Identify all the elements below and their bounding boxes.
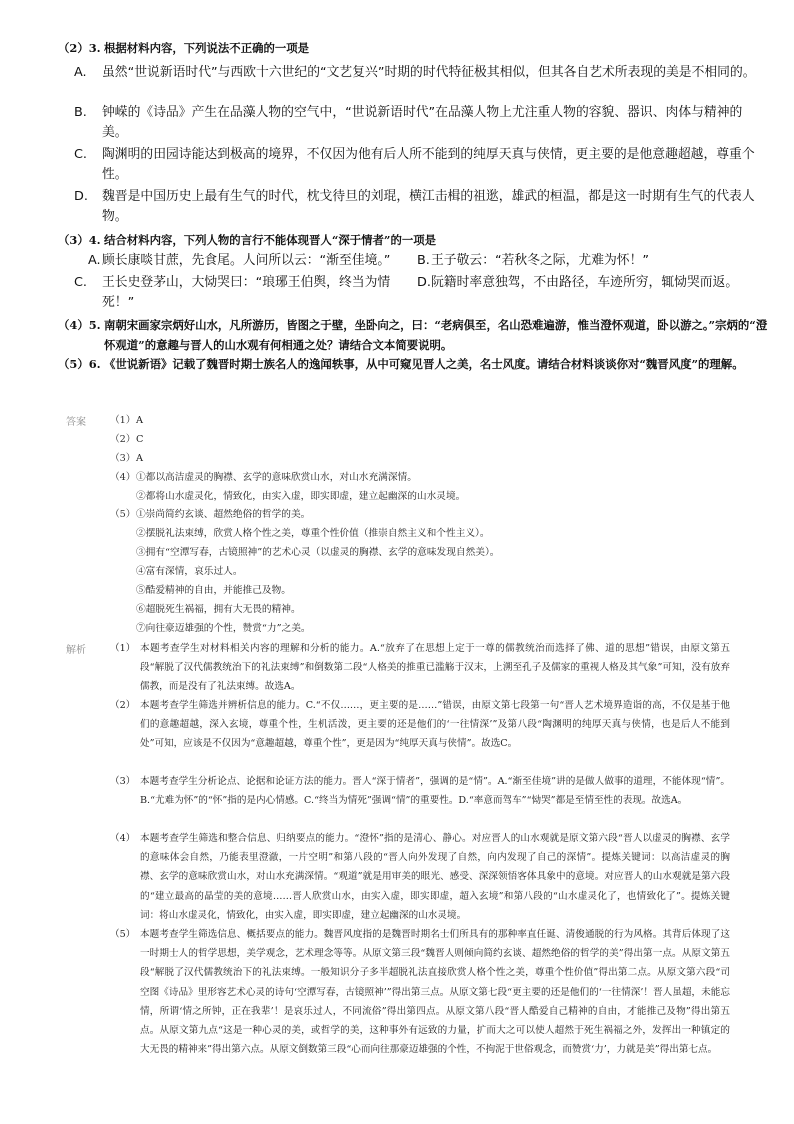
explanation-paragraph: （5） 本题考查学生筛选信息、概括要点的能力。魏晋风度指的是魏晋时期名士们所具有的那种率直任诞、清俊通脱的行为风格。其背后体现了这一时期士人的哲学思想，美学观念，艺术理念等等。从原文第三段“魏晋人则倾向简约玄谈、超然绝俗的哲学的美”得出第一点。从原文第五段“解脱了汉代儒教统治下的礼法束缚。一般知识分子多半超脱礼法直接欣赏人格个性之美，尊重个性价值”得出第二点。从原文第六段“司空图《诗品》里形容艺术心灵的诗句‘空潭写春，古镜照神’”得出第三点。从原文第七段“更主要的还是他们的‘一往情深’！晋人虽超，未能忘情，所谓‘情之所钟，正在我辈’！是哀乐过人，不同流俗”得出第四点。从原文第八段“晋人酷爱自己精神的自由，才能推己及物”得出第五点。从原文第九点“这是一种心灵的美，或哲学的美，这种事外有远致的力量，扩而大之可以使人超然于死生祸福之外，发挥出一种镇定的大无畏的精神来”得出第六点。从原文倒数第三段“心而向往那豪迈雄强的个性，不拘泥于世俗观念，而赞赏‘力’，力就是美”得出第七点。 [110,929,730,1056]
explanation-paragraph: （1） 本题考查学生对材料相关内容的理解和分析的能力。A.“放弃了在思想上定于一尊的儒教统治而选择了佛、道的思想”错误，由原文第五段“解脱了汉代儒教统治下的礼法束缚”和倒数第二段“人格美的推重已滥觞于汉末，上溯至孔子及儒家的重视人格及其气象”可知，没有放弃儒教，而是没有了礼法束缚。故选A。 [110,643,730,693]
question-3-number: （2）3. [58,41,101,55]
answer-item: ⑥超脱死生祸福，拥有大无畏的精神。 [136,604,301,615]
answer-item: （4）①都以高洁虚灵的胸襟、玄学的意味欣赏山水，对山水充满深情。 [110,472,417,483]
answer-item: ⑤酷爱精神的自由，并能推己及物。 [136,585,291,596]
question-5-header [58,316,768,355]
question-4-number: （3）4. [58,233,101,247]
answer-item: （1）A [110,415,143,426]
answer-item: ⑦向往豪迈雄强的个性，赞赏“力”之美。 [136,623,311,634]
question-4 [58,231,768,250]
question-3-option-a: A. 虽然“世说新语时代”与西欧十六世纪的“文艺复兴”时期的时代特征极其相似，但其各自艺术所表现的美是不相同的。 [74,65,756,80]
question-3-option-b: B. 钟嵘的《诗品》产生在品藻人物的空气中，“世说新语时代”在品藻人物上尤注重人物的容貌、器识、肉体与精神的美。 [74,105,743,140]
question-3-header [58,39,768,58]
question-4-stem: 结合材料内容，下列人物的言行不能体现晋人“深于情者”的一项是 [104,233,437,247]
question-6-stem: 《世说新语》记载了魏晋时期士族名人的逸闻轶事，从中可窥见晋人之美，名士风度。请结合材料谈谈你对“魏晋风度”的理解。 [104,357,744,371]
question-4-option-b: B.王子敬云：“若秋冬之际，尤难为怀！” [417,253,650,268]
question-6-header [58,355,768,375]
question-6 [58,355,768,375]
question-3-option-c: C. 陶渊明的田园诗能达到极高的境界，不仅因为他有后人所不能到的纯厚天真与侠情，更主要的是他意趣超越，尊重个性。 [74,147,755,182]
answer-item: ④富有深情，哀乐过人。 [136,566,243,577]
question-4-option-d: D.阮籍时率意独驾，不由路径，车迹所穷，辄恸哭而返。 [417,275,739,290]
answer-item: （5）①崇尚简约玄谈、超然绝俗的哲学的美。 [110,509,311,520]
answer-item: ②摆脱礼法束缚，欣赏人格个性之美，尊重个性价值（推崇自然主义和个性主义）。 [136,528,490,539]
explanation-paragraph: （4） 本题考查学生筛选和整合信息、归纳要点的能力。“澄怀”指的是清心、静心。对应晋人的山水观就是原文第六段“晋人以虚灵的胸襟、玄学的意味体会自然，乃能表里澄澈，一片空明”和第八段的“晋人向外发现了自然，向内发现了自己的深情”。提炼关键词：以高洁虚灵的胸襟、玄学的意味欣赏山水，对山水充满深情。“观道”就是用审美的眼光、感受、深深领悟客体具象中的意境。对应晋人的山水观就是第六段的“建立最高的晶莹的美的意境……晋人欣赏山水，由实入虚，即实即虚，超入玄境”和第八段的“山水虚灵化了，也情致化了”。提炼关键词：将山水虚灵化，情致化，由实入虚，即实即虚，建立起幽深的山水灵境。 [110,833,730,921]
answer-item: ③拥有“空潭写春，古镜照神”的艺术心灵（以虚灵的胸襟、玄学的意味发现自然美）。 [136,547,500,558]
answer-item: （3）A [110,453,143,464]
question-6-number: （5）6. [58,357,101,371]
answer-label: 答案 [66,417,86,428]
question-3-stem: 根据材料内容，下列说法不正确的一项是 [104,41,310,55]
question-4-header [58,231,768,250]
question-5-stem: 南朝宋画家宗炳好山水，凡所游历，皆图之于壁，坐卧向之，曰：“老病俱至，名山恐难遍游，惟当澄怀观道，卧以游之。”宗炳的“澄怀观道”的意趣与晋人的山水观有何相通之处？请结合文本简要说明。 [104,318,768,352]
question-3 [58,39,768,58]
question-3-option-d: D. 魏晋是中国历史上最有生气的时代，枕戈待旦的刘琨，横江击楫的祖逖，雄武的桓温，都是这一时期有生气的代表人物。 [74,189,755,224]
answer-item: ②都将山水虚灵化，情致化，由实入虚，即实即虚，建立起幽深的山水灵境。 [136,491,466,502]
explanation-paragraph: （2） 本题考查学生筛选并辨析信息的能力。C.“不仅……，更主要的是……”错误，由原文第七段第一句“晋人艺术境界造诣的高，不仅是基于他们的意趣超越，深入玄境，尊重个性，生机活泼，更主要的还是他们的‘一往情深’”及第八段“陶渊明的纯厚天真与侠情，也是后人不能到处”可知，应该是不仅因为“意趣超越，尊重个性”，更是因为“纯厚天真与侠情”。故选C。 [110,700,730,750]
explanation-label: 解析 [66,645,86,656]
answer-item: （2）C [110,434,144,445]
explanation-paragraph: （3） 本题考查学生分析论点、论据和论证方法的能力。晋人“深于情者”，强调的是“情”。A.“渐至佳境”讲的是做人做事的道理，不能体现“情”。B.“尤难为怀”的“怀”指的是内心情感。C.“终当为情死”强调“情”的重要性。D.“率意而驾车”“恸哭”都是至情至性的表现。故选A。 [110,776,730,807]
question-4-option-a: A.顾长康啖甘蔗，先食尾。人问所以云：“渐至佳境。” [88,253,391,268]
question-5-number: （4）5. [58,318,101,332]
question-5 [58,316,768,355]
question-4-option-c: C. 王长史登茅山，大恸哭曰：“琅琊王伯舆，终当为情死！” [74,275,391,310]
